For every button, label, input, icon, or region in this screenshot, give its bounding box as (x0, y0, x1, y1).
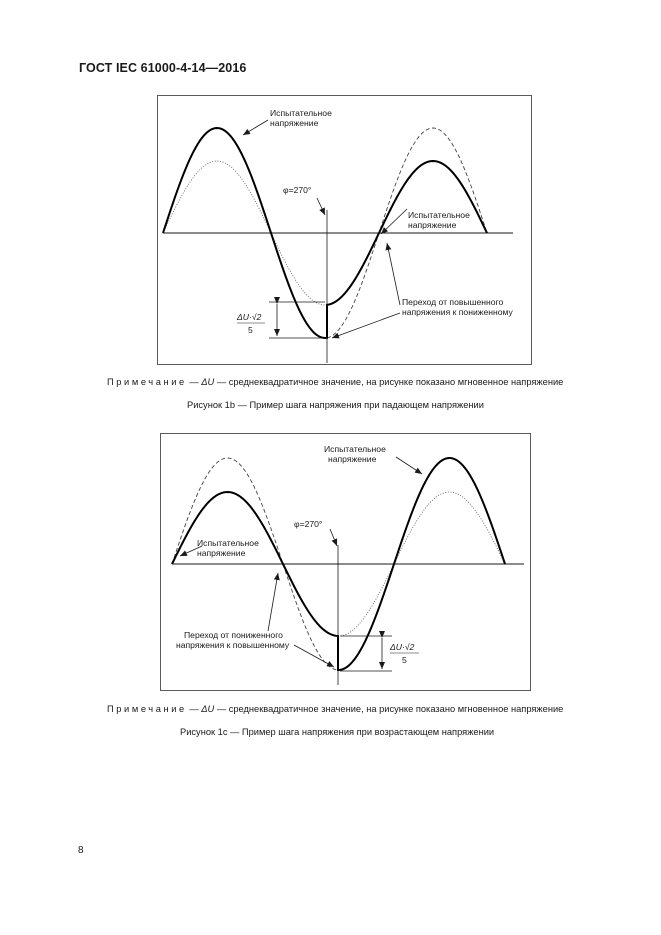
note-1c (107, 704, 563, 714)
transition-arrow-1 (387, 243, 400, 305)
delta-u-denominator: 5 (248, 325, 253, 335)
transition-label-line1: Переход от пониженного (184, 630, 283, 640)
transition-label-line2: напряжения к повышенному (176, 640, 290, 650)
test-voltage-label-b-line2: напряжение (197, 548, 246, 558)
label-a-arrow (396, 457, 422, 474)
note-symbol: ΔU (201, 377, 215, 387)
figure-1c-caption: Рисунок 1c — Пример шага напряжения при возрастающем напряжении (180, 727, 495, 737)
phase-arrow (317, 198, 325, 215)
figure-1b-caption: Рисунок 1b — Пример шага напряжения при падающем напряжении (187, 400, 484, 410)
test-voltage-label-b-line1: Испытательное (197, 538, 259, 548)
note-dash: — (186, 377, 202, 387)
note-lead: Примечание (107, 377, 187, 387)
figure-1b-diagram (157, 95, 532, 365)
note-text: — среднеквадратичное значение, на рисунке показано мгновенное напряжение (214, 377, 564, 387)
delta-u-label: ΔU·√2 (390, 642, 415, 652)
figure-1c (160, 433, 531, 691)
test-voltage-label-a-line1: Испытательное (324, 444, 386, 454)
figure-1b (157, 95, 532, 365)
note-1b (107, 377, 563, 387)
document-header: ГОСТ IEC 61000-4-14—2016 (79, 61, 247, 75)
transition-arrow-2 (294, 645, 334, 667)
label-a-arrow (243, 120, 268, 135)
note-lead: Примечание (107, 704, 187, 714)
phase-arrow (330, 529, 337, 546)
note-dash: — (186, 704, 202, 714)
delta-u-label: ΔU·√2 (237, 312, 262, 322)
test-voltage-label-a-line2: напряжение (270, 118, 319, 128)
test-voltage-label-a-line1: Испытательное (270, 108, 332, 118)
delta-u-denominator: 5 (402, 655, 407, 665)
figure-frame (158, 96, 532, 365)
figure-frame (161, 434, 531, 691)
test-voltage-label-b-line1: Испытательное (408, 210, 470, 220)
note-symbol: ΔU (201, 704, 215, 714)
test-voltage-label-a-line2: напряжение (328, 454, 377, 464)
phase-label: φ=270° (294, 519, 323, 529)
figure-1c-diagram (160, 433, 531, 691)
transition-arrow-1 (268, 573, 278, 631)
test-voltage-label-b-line2: напряжение (408, 220, 457, 230)
phase-label: φ=270° (283, 185, 312, 195)
page-number: 8 (78, 845, 84, 856)
transition-label-line1: Переход от повышенного (402, 297, 504, 307)
note-text: — среднеквадратичное значение, на рисунке показано мгновенное напряжение (214, 704, 564, 714)
transition-label-line2: напряжения к пониженному (402, 307, 513, 317)
